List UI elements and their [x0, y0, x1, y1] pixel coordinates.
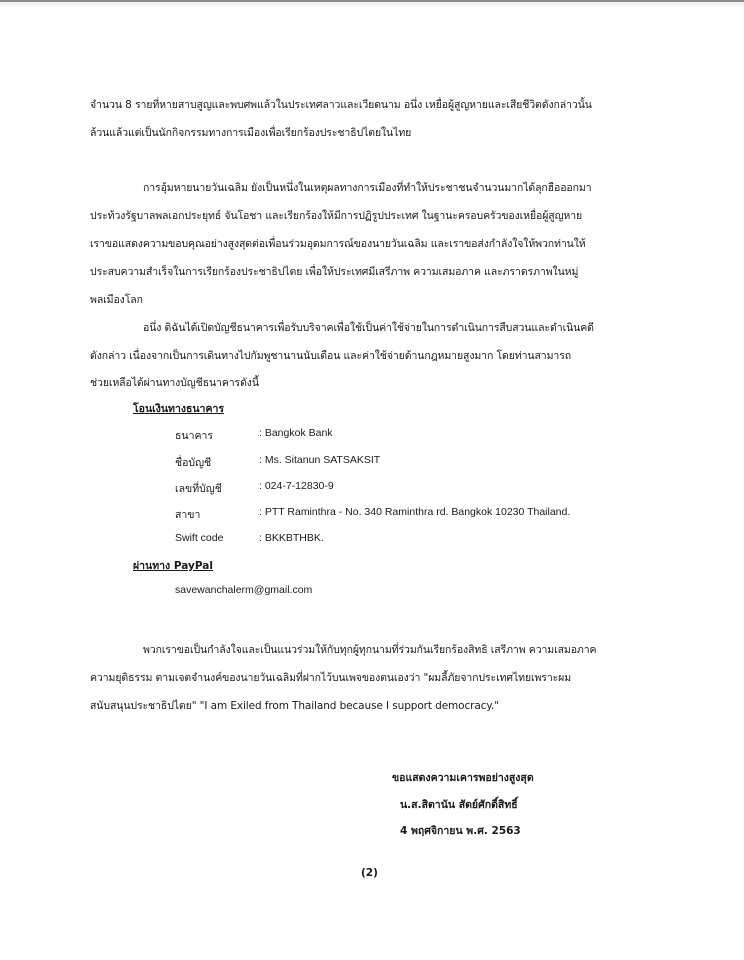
- bank-row-value: : Bangkok Bank: [259, 427, 333, 439]
- bank-row-value: : BKKBTHBK.: [259, 532, 324, 544]
- page-number: (2): [361, 867, 378, 879]
- paragraph2-line-1: การอุ้มหายนายวันเฉลิม ยังเป็นหนึ่งในเหตุผลทางการเมืองที่ทำให้ประชาชนจำนวนมากได้ลุกฮือออกมา: [143, 182, 592, 194]
- scan-top-shadow: [0, 2, 744, 6]
- paragraph2-line-2: ประท้วงรัฐบาลพลเอกประยุทธ์ จันโอชา และเรียกร้องให้มีการปฏิรูปประเทศ ในฐานะครอบครัวของเหยื่อผู้สูญหาย: [90, 210, 583, 222]
- paragraph2-line-3: เราขอแสดงความขอบคุณอย่างสูงสุดต่อเพื่อนร่วมอุดมการณ์ของนายวันเฉลิม และเราขอส่งกำลังใจให้พวกท่านให้: [90, 238, 586, 250]
- paragraph3-line-3: ช่วยเหลือได้ผ่านทางบัญชีธนาคารดังนี้: [90, 377, 259, 389]
- paypal-heading: ผ่านทาง PayPal: [133, 560, 213, 572]
- paragraph3-line-1: อนึ่ง ดิฉันได้เปิดบัญชีธนาคารเพื่อรับบริจาคเพื่อใช้เป็นค่าใช้จ่ายในการดำเนินการสืบสวนและดำเนินคดี: [143, 322, 594, 334]
- paragraph1-line-2: ล้วนแล้วแต่เป็นนักกิจกรรมทางการเมืองเพื่อเรียกร้องประชาธิปไตยในไทย: [90, 127, 412, 139]
- paragraph1-line-1: จำนวน 8 รายที่หายสาบสูญและพบศพแล้วในประเทศลาวและเวียดนาม อนึ่ง เหยื่อผู้สูญหายและเสียชีวิตดังกล่าวนั้น: [90, 99, 592, 111]
- signature-name: น.ส.สิตานัน สัตย์ศักดิ์สิทธิ์: [400, 799, 518, 811]
- bank-row-label: สาขา: [175, 509, 201, 521]
- paragraph2-line-4: ประสบความสำเร็จในการเรียกร้องประชาธิปไตย เพื่อให้ประเทศมีเสรีภาพ ความเสมอภาค และภราดรภาพในหมู่: [90, 266, 579, 278]
- bank-row-value: : 024-7-12830-9: [259, 480, 334, 492]
- paypal-email: savewanchalerm@gmail.com: [175, 584, 313, 596]
- signature-closing: ขอแสดงความเคารพอย่างสูงสุด: [392, 772, 534, 784]
- bank-row-label: เลขที่บัญชี: [175, 483, 222, 495]
- bank-row-label: ชื่อบัญชี: [175, 457, 212, 469]
- paragraph4-line-1: พวกเราขอเป็นกำลังใจและเป็นแนวร่วมให้กับทุกผู้ทุกนามที่ร่วมกันเรียกร้องสิทธิ เสรีภาพ ความเสมอภาค: [143, 644, 597, 656]
- signature-date: 4 พฤศจิกายน พ.ศ. 2563: [400, 825, 521, 837]
- bank-row-value: : Ms. Sitanun SATSAKSIT: [259, 454, 381, 466]
- paragraph4-line-2: ความยุติธรรม ตามเจตจำนงค์ของนายวันเฉลิมที่ฝากไว้บนเพจของตนเองว่า "ผมลี้ภัยจากประเทศไทยเพราะผม: [90, 672, 572, 684]
- paragraph3-line-2: ดังกล่าว เนื่องจากเป็นการเดินทางไปกัมพูชานานนับเดือน และค่าใช้จ่ายด้านกฎหมายสูงมาก โดยท่านสามารถ: [90, 350, 571, 362]
- bank-transfer-heading: โอนเงินทางธนาคาร: [133, 403, 225, 415]
- bank-row-label: Swift code: [175, 532, 224, 544]
- paragraph4-line-3: สนับสนุนประชาธิปไตย" "I am Exiled from Thailand because I support democracy.": [90, 700, 499, 712]
- paragraph2-line-5: พลเมืองโลก: [90, 294, 143, 306]
- bank-row-label: ธนาคาร: [175, 430, 214, 442]
- bank-row-value: : PTT Raminthra - No. 340 Raminthra rd. Bangkok 10230 Thailand.: [259, 506, 571, 518]
